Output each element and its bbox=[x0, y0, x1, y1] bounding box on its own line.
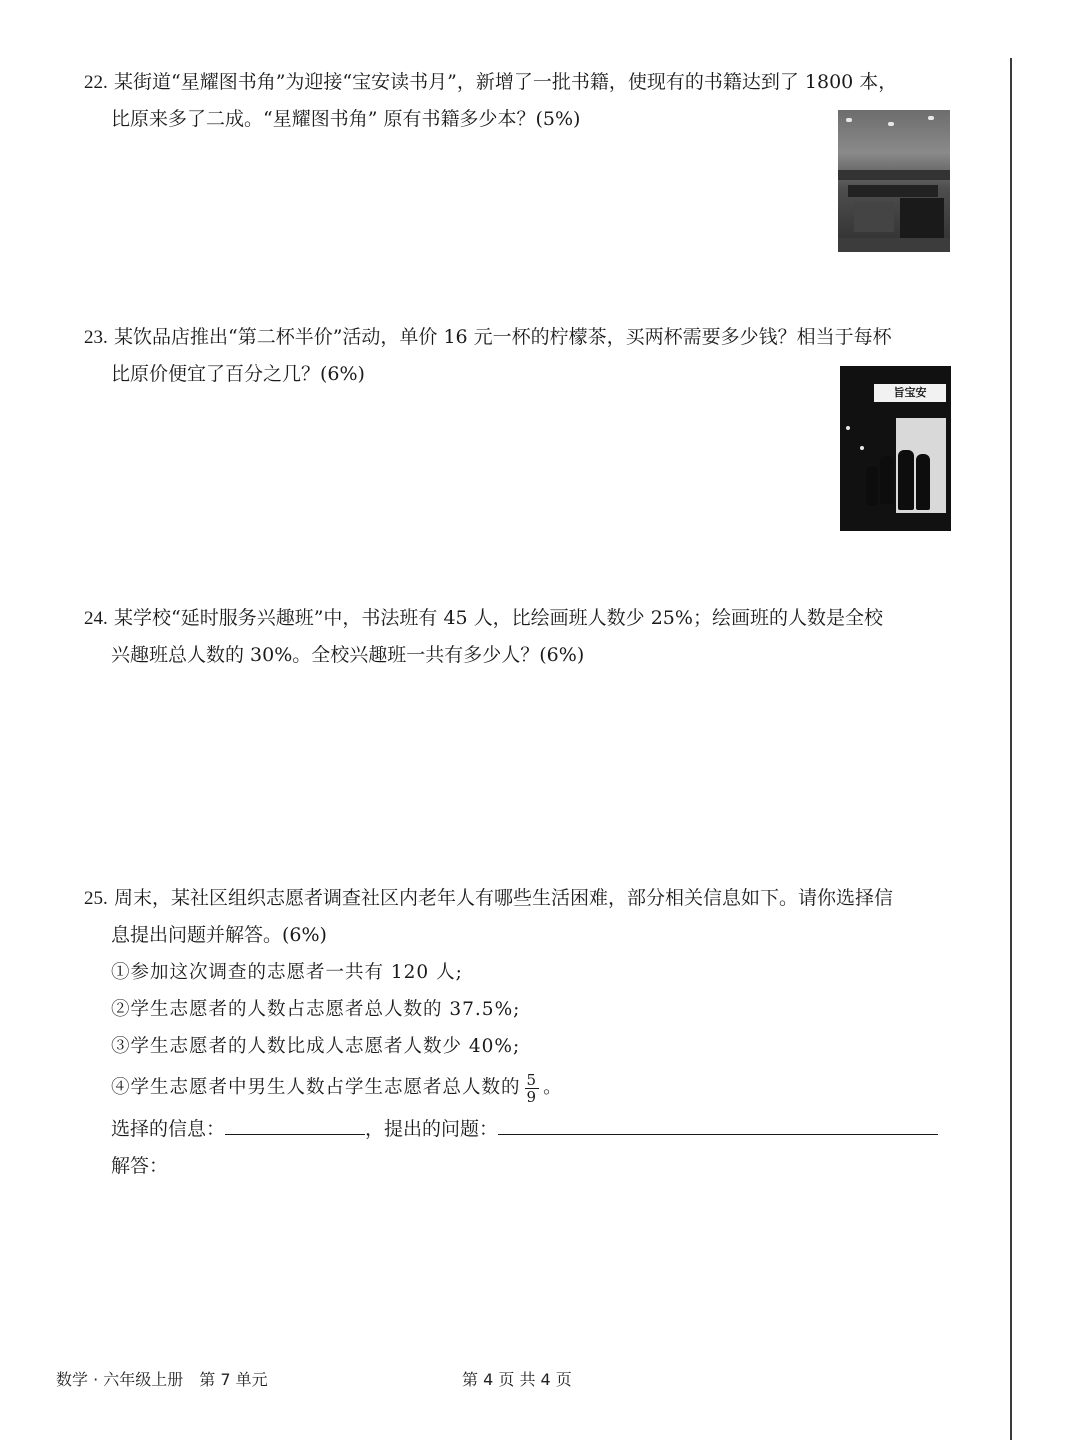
binding-line bbox=[1010, 58, 1012, 1440]
info-item-4-text: ④学生志愿者中男生人数占学生志愿者总人数的 bbox=[111, 1077, 521, 1098]
question-blank[interactable] bbox=[498, 1112, 938, 1135]
question-number: 25. bbox=[84, 888, 108, 909]
question-text: 某学校“延时服务兴趣班”中，书法班有 45 人，比绘画班人数少 25%；绘画班的人数是全校 bbox=[114, 607, 883, 629]
info-item-4 bbox=[84, 1065, 974, 1111]
question-text: 某街道“星耀图书角”为迎接“宝安读书月”，新增了一批书籍，使现有的书籍达到了 1800 本， bbox=[114, 71, 898, 93]
chosen-info-label: 选择的信息： bbox=[111, 1118, 226, 1140]
question-text: 息提出问题并解答。(6%) bbox=[111, 924, 327, 946]
answer-line bbox=[84, 1111, 974, 1148]
solution-label: 解答： bbox=[111, 1155, 169, 1177]
question-number: 23. bbox=[84, 327, 108, 348]
shop-sign: 旨宝安 bbox=[874, 384, 946, 402]
info-item-2: ②学生志愿者的人数占志愿者总人数的 37.5%; bbox=[111, 999, 521, 1020]
drink-shop-photo bbox=[840, 366, 951, 531]
question-line bbox=[84, 64, 974, 101]
question-number: 24. bbox=[84, 608, 108, 629]
question-text: 某饮品店推出“第二杯半价”活动，单价 16 元一杯的柠檬茶，买两杯需要多少钱？相当于每杯 bbox=[114, 326, 892, 348]
question-line bbox=[84, 319, 974, 356]
question-text: 兴趣班总人数的 30%。全校兴趣班一共有多少人？(6%) bbox=[111, 644, 585, 666]
fraction-numerator: 5 bbox=[526, 1070, 538, 1089]
question-number: 22. bbox=[84, 72, 108, 93]
info-item-1: ①参加这次调查的志愿者一共有 120 人; bbox=[111, 962, 463, 983]
library-photo bbox=[838, 110, 950, 252]
footer-page-number: 第 4 页 共 4 页 bbox=[462, 1370, 572, 1389]
question-text: 周末，某社区组织志愿者调查社区内老年人有哪些生活困难，部分相关信息如下。请你选择信 bbox=[114, 887, 894, 909]
question-text: 比原来多了二成。“星耀图书角” 原有书籍多少本？(5%) bbox=[111, 108, 581, 130]
question-line bbox=[84, 880, 974, 917]
question-label: ，提出的问题： bbox=[365, 1118, 499, 1140]
fraction-denominator: 9 bbox=[526, 1087, 538, 1106]
fraction bbox=[525, 1072, 540, 1105]
chosen-info-blank[interactable] bbox=[225, 1112, 365, 1135]
question-line bbox=[84, 600, 974, 637]
question-24 bbox=[84, 600, 974, 674]
info-item-3: ③学生志愿者的人数比成人志愿者人数少 40%; bbox=[111, 1036, 521, 1057]
footer-subject: 数学 · 六年级上册 第 7 单元 bbox=[56, 1370, 268, 1389]
info-item-4-end: 。 bbox=[543, 1077, 563, 1098]
question-text: 比原价便宜了百分之几？(6%) bbox=[111, 363, 365, 385]
question-25 bbox=[84, 880, 974, 1185]
